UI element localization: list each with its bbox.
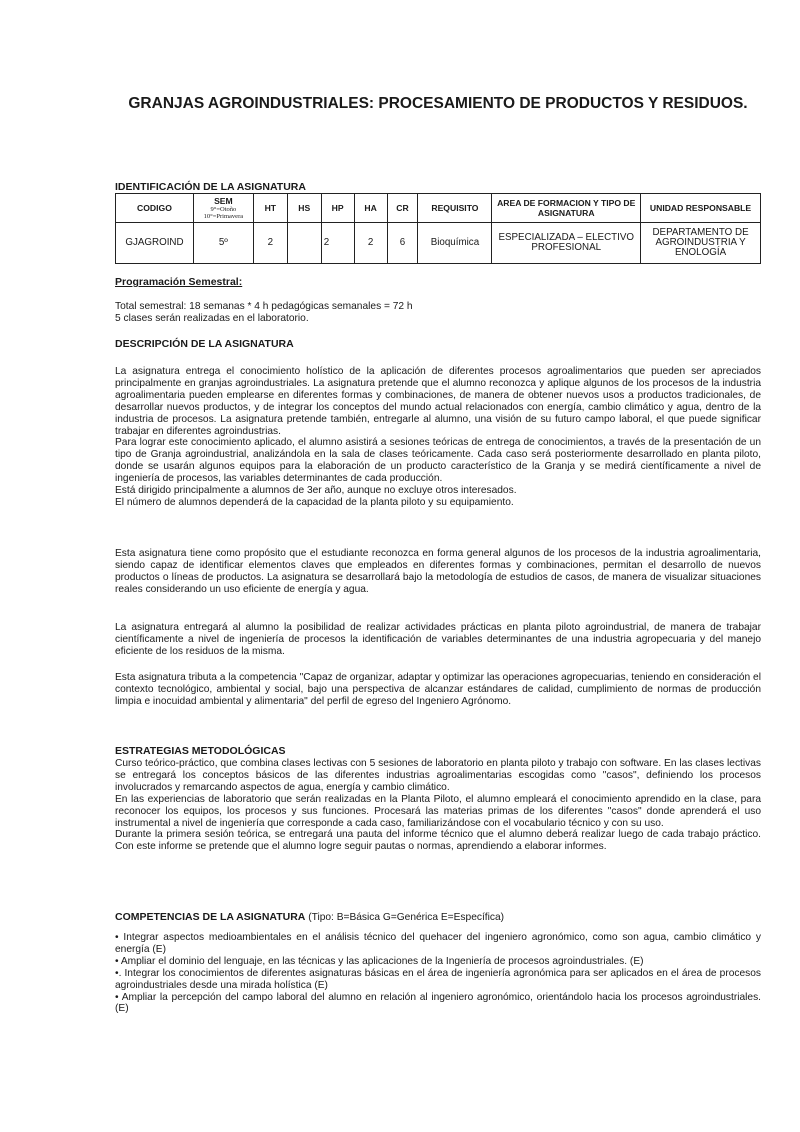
header-sem-label: SEM — [214, 196, 233, 206]
cell-hs — [287, 223, 321, 264]
competencias-tipo: (Tipo: B=Básica G=Genérica E=Específica) — [305, 912, 505, 923]
descripcion-paragraph-4: El número de alumnos dependerá de la capacidad de la planta piloto y su equipamiento. — [115, 496, 514, 508]
cell-ha: 2 — [354, 223, 387, 264]
competencia-item: • Integrar aspectos medioambientales en el análisis técnico del quehacer del ingeniero agronómico, como son agua, cambio climático y energía (E) — [115, 932, 761, 955]
competencias-heading-line — [115, 907, 761, 925]
programacion-line-2: 5 clases serán realizadas en el laboratorio. — [115, 313, 309, 324]
descripcion-heading: DESCRIPCIÓN DE LA ASIGNATURA — [115, 338, 294, 350]
header-unidad: UNIDAD RESPONSABLE — [641, 194, 761, 223]
header-hs: HS — [287, 194, 321, 223]
estrategias-paragraph-2: En las experiencias de laboratorio que serán realizadas en la Planta Piloto, el alumno empleará el conocimiento aprendido en la clase, para reconocer los equipos, los procesos y sus funciones. Procesará las materias primas de los diferentes "casos" donde aprenderá el uso instrumental a nivel de ingeniería que corresponde a cada caso, familiarizándose con el vocabulario técnico y con su uso. — [115, 793, 761, 829]
cell-unidad: DEPARTAMENTO DE AGROINDUSTRIA Y ENOLOGÍA — [641, 223, 761, 264]
programacion-heading: Programación Semestral: — [115, 276, 243, 288]
header-hp: HP — [321, 194, 354, 223]
descripcion-paragraph-7: Esta asignatura tributa a la competencia "Capaz de organizar, adaptar y optimizar las operaciones agropecuarias, teniendo en consideración el contexto tecnológico, ambiental y social, bajo una perspectiva de alcanzar estándares de calidad, cumplimiento de normas de producción limpia e inocuidad ambiental y alimentaria" del perfil de egreso del Ingeniero Agrónomo. — [115, 672, 761, 707]
descripcion-proposito — [115, 548, 761, 596]
cell-cr: 6 — [387, 223, 418, 264]
header-sem — [193, 194, 253, 223]
identificacion-table — [115, 193, 761, 264]
table-row — [116, 223, 761, 264]
estrategias-heading: ESTRATEGIAS METODOLÓGICAS — [115, 745, 286, 757]
estrategias-paragraph-1: Curso teórico-práctico, que combina clases lectivas con 5 sesiones de laboratorio en planta piloto y trabajo con software. En las clases lectivas se entregará los conceptos básicos de las diferentes industrias agroalimentarias escogidas como "casos", definiendo los procesos involucrados y remarcando aspectos de agua, energía y cambio climático. — [115, 758, 761, 793]
cell-codigo: GJAGROIND — [116, 223, 194, 264]
cell-hp: 2 — [321, 223, 354, 264]
header-sem-otono: 9°=Otoño — [210, 206, 237, 213]
descripcion-paragraph-6: La asignatura entregará al alumno la posibilidad de realizar actividades prácticas en planta piloto agroindustrial, de manera de trabajar científicamente a nivel de ingeniería de procesos la identificación de variables determinantes de una industria agropecuaria y del manejo eficiente de los residuos de la misma. — [115, 622, 761, 657]
competencia-item: • Ampliar la percepción del campo laboral del alumno en relación al ingeniero agronómico, orientándolo hacia los procesos agroindustriales. (E) — [115, 991, 761, 1015]
cell-area: ESPECIALIZADA – ELECTIVO PROFESIONAL — [492, 223, 641, 264]
header-ha: HA — [354, 194, 387, 223]
descripcion-practica — [115, 622, 761, 658]
cell-ht: 2 — [253, 223, 287, 264]
table-header-row — [116, 194, 761, 223]
cell-sem: 5º — [193, 223, 253, 264]
descripcion-paragraph-2: Para lograr este conocimiento aplicado, el alumno asistirá a sesiones teóricas de entrega de conocimientos, a través de la presentación de un tipo de Granja agroindustrial, analizándola en la sala de clases teóricamente. Cada caso será posteriormente desarrollado en planta piloto, donde se usarán algunos equipos para la elaboración de un producto característico de la Granja y se medirá científicamente a nivel de ingeniería de procesos, las variables determinantes de cada producción. — [115, 437, 761, 485]
identificacion-heading: IDENTIFICACIÓN DE LA ASIGNATURA — [115, 181, 306, 193]
estrategias-body — [115, 758, 761, 853]
header-cr: CR — [387, 194, 418, 223]
programacion-line-1: Total semestral: 18 semanas * 4 h pedagógicas semanales = 72 h — [115, 301, 413, 312]
competencia-item: • Ampliar el dominio del lenguaje, en las técnicas y las aplicaciones de la Ingeniería de procesos agroindustriales. (E) — [115, 955, 644, 967]
header-codigo: CODIGO — [116, 194, 194, 223]
header-sem-primavera: 10°=Primavera — [203, 213, 244, 220]
header-area: AREA DE FORMACION Y TIPO DE ASIGNATURA — [492, 194, 641, 223]
descripcion-paragraph-3: Está dirigido principalmente a alumnos de 3er año, aunque no excluye otros interesados. — [115, 485, 517, 497]
competencia-item: •. Integrar los conocimientos de diferentes asignaturas básicas en el área de ingeniería agronómica para ser aplicados en el área de procesos agroindustriales desde una mirada holística (E) — [115, 967, 761, 991]
descripcion-paragraph-1: La asignatura entrega el conocimiento holístico de la aplicación de diferentes procesos agroalimentarios que pueden ser apreciados principalmente en granjas agroindustriales. La asignatura pretende que el alumno reconozca y aplique algunos de los procesos de la industria agroalimentaria pueden emplearse en diferentes formas y combinaciones, de manera de obtener nuevos usos a productos tradicionales, de desarrollar nuevos productos, y de integrar los conceptos del mundo actual relacionados con energía, cambio climático y agua, dentro de la industria de procesos. La asignatura pretende también, entregarle al alumno, una visión de su futuro campo laboral, el que puede significar trabajar en diferentes agroindustrias. — [115, 366, 761, 437]
header-ht: HT — [253, 194, 287, 223]
descripcion-paragraph-5: Esta asignatura tiene como propósito que el estudiante reconozca en forma general algunos de los procesos de la industria agroalimentaria, siendo capaz de identificar elementos claves que empleados en diferentes formas y combinaciones, permitan el desarrollo de nuevos productos o líneas de productos. La asignatura se desarrollará bajo la metodología de estudios de casos, de manera de visualizar situaciones reales considerando un uso eficiente de energía y agua. — [115, 548, 761, 595]
header-requisito: REQUISITO — [418, 194, 492, 223]
competencias-heading: COMPETENCIAS DE LA ASIGNATURA — [115, 911, 306, 923]
cell-requisito: Bioquímica — [418, 223, 492, 264]
descripcion-body — [115, 366, 761, 509]
document-title: GRANJAS AGROINDUSTRIALES: PROCESAMIENTO DE PRODUCTOS Y RESIDUOS. — [128, 95, 748, 112]
competencias-list — [115, 932, 761, 1015]
descripcion-competencia — [115, 672, 761, 708]
estrategias-paragraph-3: Durante la primera sesión teórica, se entregará una pauta del informe técnico que el alumno deberá realizar luego de cada trabajo práctico. Con este informe se pretende que el alumno logre seguir pautas o normas, aprendiendo a elaborar informes. — [115, 829, 761, 853]
